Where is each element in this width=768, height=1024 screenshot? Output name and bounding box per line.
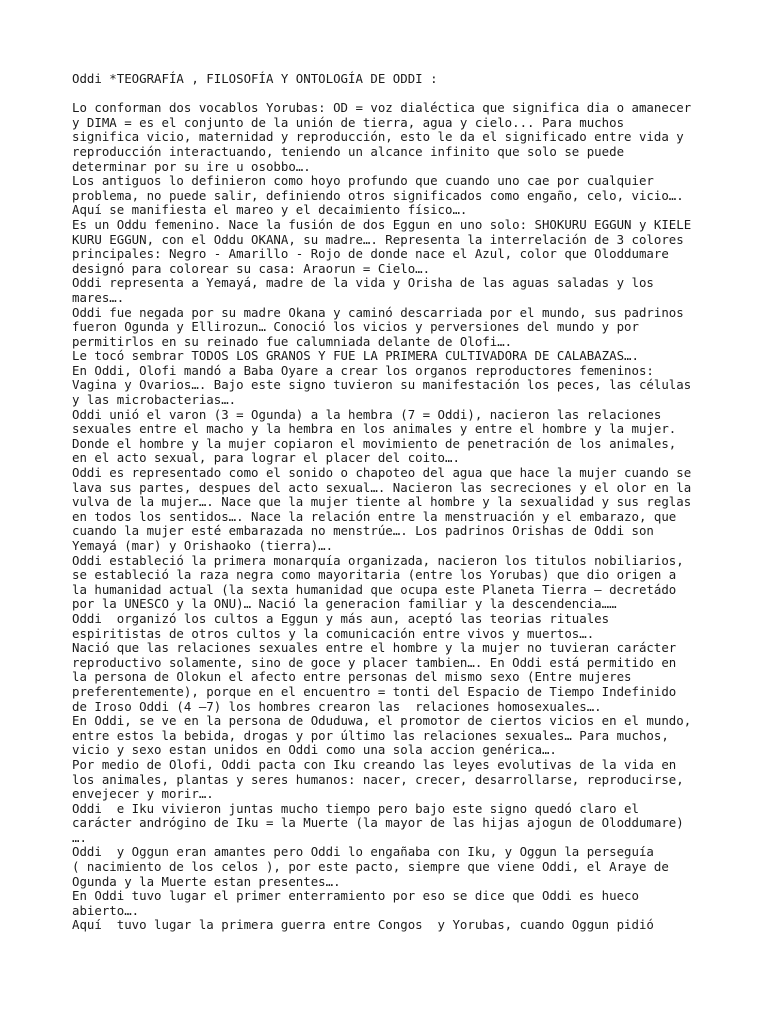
text-line: vicio y sexo estan unidos en Oddi como una sola accion genérica…. — [72, 742, 557, 758]
text-line: abierto…. — [72, 902, 140, 918]
text-line: En Oddi tuvo lugar el primer enterramiento por eso se dice que Oddi es hueco — [72, 888, 639, 904]
text-line: Los antiguos lo definieron como hoyo profundo que cuando uno cae por cualquier — [72, 173, 654, 189]
text-line: En Oddi, se ve en la persona de Oduduwa, el promotor de ciertos vicios en el mundo, — [72, 713, 692, 729]
text-line: Aquí se manifiesta el mareo y el decaimiento físico…. — [72, 202, 468, 218]
text-line: entre estos la bebida, drogas y por último las relaciones sexuales… Para muchos, — [72, 727, 669, 743]
text-line: permitirlos en su reinado fue calumniada delante de Olofi…. — [72, 333, 513, 349]
text-line: preferentemente), porque en el encuentro = tonti del Espacio de Tiempo Indefinido — [72, 683, 677, 699]
text-line: principales: Negro - Amarillo - Rojo de donde nace el Azul, color que Oloddumare — [72, 246, 669, 262]
text-line: Vagina y Ovarios…. Bajo este signo tuvieron su manifestación los peces, las células — [72, 377, 692, 393]
text-line: designó para colorear su casa: Araorun = Cielo…. — [72, 260, 431, 276]
text-line: Yemayá (mar) y Orishaoko (tierra)…. — [72, 538, 334, 553]
text-line: envejecer y morir…. — [72, 786, 214, 802]
text-line: Oddi y Oggun eran amantes pero Oddi lo engañaba con Iku, y Oggun la perseguía — [72, 844, 654, 860]
text-line: Oddi estableció la primera monarquía organizada, nacieron los titulos nobiliarios, — [72, 552, 684, 568]
text-line: ( nacimiento de los celos ), por este pacto, siempre que viene Oddi, el Araye de — [72, 859, 669, 875]
text-line: significa vicio, maternidad y reproducción, esto le da el significado entre vida y — [72, 129, 684, 145]
text-line: Nació que las relaciones sexuales entre el hombre y la mujer no tuvieran carácter — [72, 640, 677, 656]
text-line: Oddi organizó los cultos a Eggun y más aun, aceptó las teorias rituales — [72, 610, 610, 626]
text-line: en todos los sentidos…. Nace la relación entre la menstruación y el embarazo, que — [72, 508, 677, 524]
text-line: Le tocó sembrar TODOS LOS GRANOS Y FUE LA PRIMERA CULTIVADORA DE CALABAZAS…. — [72, 348, 639, 364]
text-line: lava sus partes, despues del acto sexual…. Nacieron las secreciones y el olor en la — [72, 479, 692, 495]
text-line: la humanidad actual (la sexta humanidad que ocupa este Planeta Tierra – decretádo — [72, 581, 677, 597]
text-line: problema, no puede salir, definiendo otros significados como engaño, celo, vicio…. — [72, 187, 684, 203]
text-line: en el acto sexual, para lograr el placer del coito…. — [72, 450, 460, 466]
text-line: y las microbacterias…. — [72, 392, 237, 408]
text-line: Por medio de Olofi, Oddi pacta con Iku creando las leyes evolutivas de la vida en — [72, 756, 677, 772]
document-text — [72, 101, 712, 933]
text-line: carácter andrógino de Iku = la Muerte (la mayor de las hijas ajogun de Oloddumare) — [72, 815, 684, 831]
text-line: Aquí tuvo lugar la primera guerra entre Congos y Yorubas, cuando Oggun pidió — [72, 917, 654, 933]
text-line: En Oddi, Olofi mandó a Baba Oyare a crear los organos reproductores femeninos: — [72, 362, 654, 378]
text-line: reproducción interactuando, teniendo un alcance infinito que solo se puede — [72, 143, 625, 159]
text-line: espiritistas de otros cultos y la comunicación entre vivos y muertos…. — [72, 625, 595, 641]
document-body — [72, 72, 712, 933]
text-line: Oddi unió el varon (3 = Ogunda) a la hembra (7 = Oddi), nacieron las relaciones — [72, 406, 662, 422]
text-line: sexuales entre el macho y la hembra en los animales y entre el hombre y la mujer. — [72, 421, 677, 437]
text-line: se estableció la raza negra como mayoritaria (entre los Yorubas) que dio origen a — [72, 567, 677, 583]
document-title: Oddi *TEOGRAFÍA , FILOSOFÍA Y ONTOLOGÍA DE ODDI : — [72, 71, 438, 86]
text-line: reproductivo solamente, sino de goce y placer tambien…. En Oddi está permitido en — [72, 654, 677, 670]
text-line: la persona de Olokun el afecto entre personas del mismo sexo (Entre mujeres — [72, 669, 632, 685]
text-line: Lo conforman dos vocablos Yorubas: OD = voz dialéctica que significa dia o amanecer — [72, 100, 692, 116]
text-line: Oddi e Iku vivieron juntas mucho tiempo pero bajo este signo quedó claro el — [72, 800, 639, 816]
text-line: Oddi fue negada por su madre Okana y caminó descarriada por el mundo, sus padrinos — [72, 304, 684, 320]
text-line: determinar por su ire u osobbo…. — [72, 158, 311, 174]
text-line: los animales, plantas y seres humanos: nacer, crecer, desarrollarse, reproducirse, — [72, 771, 684, 787]
text-line: Donde el hombre y la mujer copiaron el movimiento de penetración de los animales, — [72, 435, 677, 451]
text-line: fueron Ogunda y Ellirozun… Conoció los vicios y perversiones del mundo y por — [72, 319, 639, 335]
text-line: de Iroso Oddi (4 –7) los hombres crearon las relaciones homosexuales…. — [72, 698, 602, 714]
text-line: Es un Oddu femenino. Nace la fusión de dos Eggun en uno solo: SHOKURU EGGUN y KIELE — [72, 216, 692, 232]
text-line: cuando la mujer esté embarazada no menstrúe…. Los padrinos Orishas de Oddi son — [72, 523, 654, 539]
text-line: KURU EGGUN, con el Oddu OKANA, su madre…. Representa la interrelación de 3 colores — [72, 231, 684, 247]
text-line: …. — [72, 829, 87, 845]
text-line: Oddi representa a Yemayá, madre de la vida y Orisha de las aguas saladas y los — [72, 275, 654, 291]
text-line: y DIMA = es el conjunto de la unión de tierra, agua y cielo... Para muchos — [72, 114, 625, 130]
text-line: mares…. — [72, 289, 125, 305]
text-line: vulva de la mujer…. Nace que la mujer tiente al hombre y la sexualidad y sus reglas — [72, 494, 692, 510]
text-line: Oddi es representado como el sonido o chapoteo del agua que hace la mujer cuando se — [72, 465, 692, 481]
text-line: por la UNESCO y la ONU)… Nació la generacion familiar y la descendencia…… — [72, 596, 617, 612]
text-line: Ogunda y la Muerte estan presentes…. — [72, 873, 341, 889]
